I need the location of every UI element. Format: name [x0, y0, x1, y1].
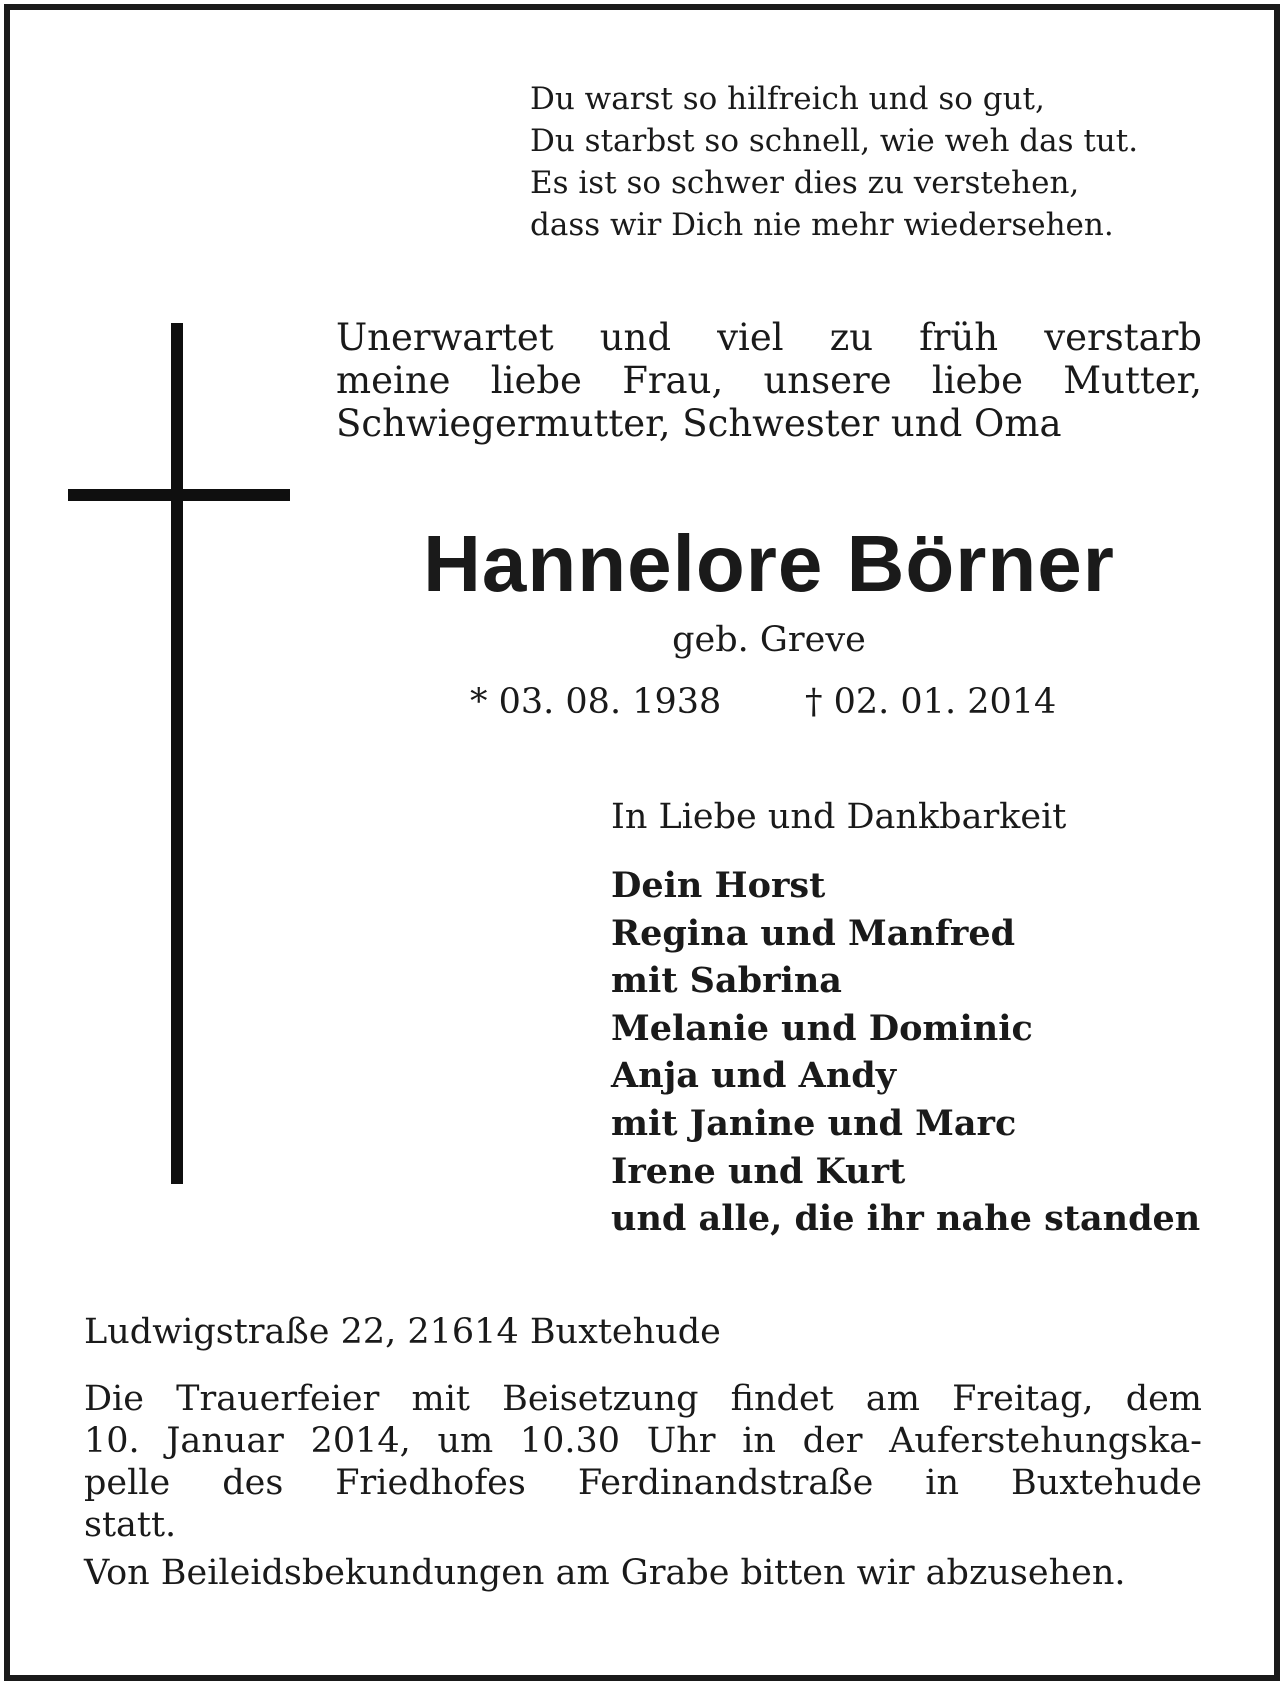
service-line: statt.	[84, 1505, 177, 1545]
poem-line: dass wir Dich nie mehr wiedersehen.	[530, 207, 1114, 243]
family-member: und alle, die ihr nahe standen	[611, 1198, 1201, 1240]
service-line: 10. Januar 2014, um 10.30 Uhr in der Auferstehungska-	[84, 1421, 1202, 1461]
cross-vertical-bar	[171, 323, 183, 1184]
intro-line: Schwiegermutter, Schwester und Oma	[336, 402, 1062, 445]
service-line: pelle des Friedhofes Ferdinandstraße in Buxtehude	[84, 1463, 1202, 1503]
service-info	[84, 1378, 1202, 1546]
thanks-line: In Liebe und Dankbarkeit	[611, 797, 1067, 837]
address: Ludwigstraße 22, 21614 Buxtehude	[84, 1312, 721, 1352]
birth-date: * 03. 08. 1938	[470, 682, 722, 722]
family-member: mit Janine und Marc	[611, 1102, 1017, 1144]
family-member: Anja und Andy	[611, 1055, 897, 1097]
intro-text	[336, 316, 1202, 445]
poem-line: Es ist so schwer dies zu verstehen,	[530, 165, 1080, 201]
poem-line: Du starbst so schnell, wie weh das tut.	[530, 123, 1139, 159]
family-member: mit Sabrina	[611, 960, 842, 1002]
family-member: Melanie und Dominic	[611, 1007, 1033, 1049]
deceased-name: Hannelore Börner	[423, 519, 1115, 608]
intro-line: meine liebe Frau, unsere liebe Mutter,	[336, 359, 1202, 402]
family-list	[611, 862, 1200, 1243]
family-member: Regina und Manfred	[611, 912, 1016, 954]
birth-name: geb. Greve	[672, 620, 866, 660]
intro-line: Unerwartet und viel zu früh verstarb	[336, 316, 1202, 359]
death-date: † 02. 01. 2014	[805, 682, 1057, 722]
poem-line: Du warst so hilfreich und so gut,	[530, 81, 1045, 117]
service-line: Die Trauerfeier mit Beisetzung findet am Freitag, dem	[84, 1379, 1202, 1419]
family-member: Irene und Kurt	[611, 1150, 906, 1192]
family-member: Dein Horst	[611, 865, 826, 906]
condolence-note: Von Beileidsbekundungen am Grabe bitten wir abzusehen.	[84, 1553, 1126, 1593]
cross-horizontal-bar	[68, 489, 290, 501]
poem	[530, 78, 1138, 246]
